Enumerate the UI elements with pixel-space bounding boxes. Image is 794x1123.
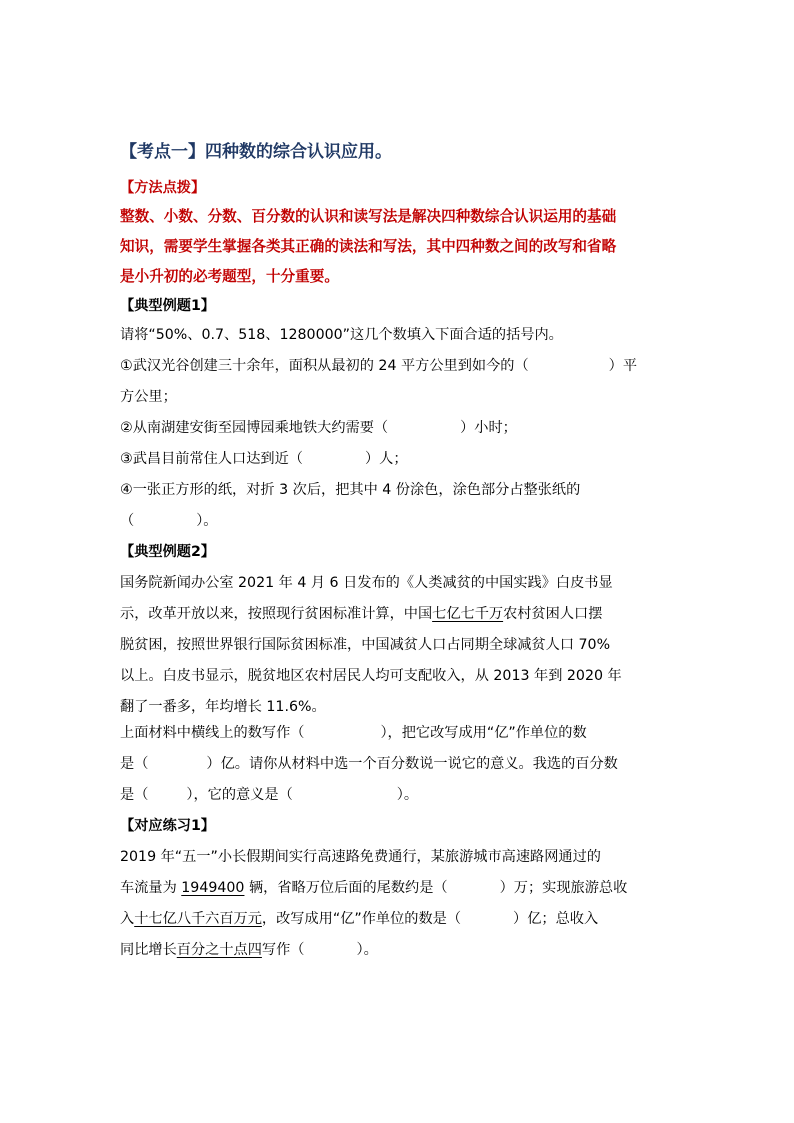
section-heading: 【考点一】四种数的综合认识应用。 bbox=[120, 142, 392, 162]
example-1-tag: 【典型例题1】 bbox=[120, 298, 215, 314]
practice-1-line-3: 入十七亿八千六百万元，改写成用“亿”作单位的数是（ ）亿；总收入 bbox=[120, 911, 599, 927]
example-2-line-5: 翻了一番多，年均增长 11.6%。 bbox=[120, 699, 326, 715]
underlined-number: 1949400 bbox=[181, 880, 245, 896]
method-tag: 【方法点拨】 bbox=[120, 180, 206, 196]
method-line-2: 知识，需要学生掌握各类其正确的读法和写法，其中四种数之间的改写和省略 bbox=[120, 238, 617, 255]
underlined-number: 十七亿八千六百万元 bbox=[134, 911, 262, 927]
practice-1-tag: 【对应练习1】 bbox=[120, 818, 215, 834]
example-1-q4: ④一张正方形的纸，对折 3 次后，把其中 4 份涂色，涂色部分占整张纸的 bbox=[120, 482, 581, 498]
example-2-line-2: 示，改革开放以来，按照现行贫困标准计算，中国七亿七千万农村贫困人口摆 bbox=[120, 606, 603, 622]
practice-1-line-4: 同比增长百分之十点四写作（ ）。 bbox=[120, 942, 378, 958]
practice-1-line-2: 车流量为 1949400 辆，省略万位后面的尾数约是（ ）万；实现旅游总收 bbox=[120, 880, 628, 896]
practice-1-line-1: 2019 年“五一”小长假期间实行高速路免费通行，某旅游城市高速路网通过的 bbox=[120, 849, 601, 865]
example-2-tag: 【典型例题2】 bbox=[120, 544, 215, 560]
example-1-q1: ①武汉光谷创建三十余年，面积从最初的 24 平方公里到如今的（ ）平 bbox=[120, 358, 638, 374]
example-2-line-7: 是（ ）亿。请你从材料中选一个百分数说一说它的意义。我选的百分数 bbox=[120, 756, 618, 772]
method-line-1: 整数、小数、分数、百分数的认识和读写法是解决四种数综合认识运用的基础 bbox=[120, 208, 617, 225]
example-2-line-1: 国务院新闻办公室 2021 年 4 月 6 日发布的《人类减贫的中国实践》白皮书显 bbox=[120, 575, 613, 591]
example-2-line-8: 是（ ），它的意义是（ ）。 bbox=[120, 787, 419, 803]
example-1-intro: 请将“50%、0.7、518、1280000”这几个数填入下面合适的括号内。 bbox=[120, 327, 563, 343]
underlined-number: 百分之十点四 bbox=[176, 942, 262, 958]
example-2-line-3: 脱贫困，按照世界银行国际贫困标准，中国减贫人口占同期全球减贫人口 70% bbox=[120, 637, 611, 653]
example-1-q2: ②从南湖建安街至园博园乘地铁大约需要（ ）小时； bbox=[120, 420, 517, 436]
underlined-number: 七亿七千万 bbox=[432, 606, 504, 622]
document-page bbox=[120, 140, 680, 960]
example-2-line-6: 上面材料中横线上的数写作（ ），把它改写成用“亿”作单位的数 bbox=[120, 725, 587, 741]
example-1-q3: ③武昌目前常住人口达到近（ ）人； bbox=[120, 451, 408, 467]
example-1-q4-cont: （ ）。 bbox=[120, 513, 218, 529]
method-line-3: 是小升初的必考题型，十分重要。 bbox=[120, 268, 339, 285]
example-1-q1-cont: 方公里； bbox=[120, 389, 177, 405]
example-2-line-4: 以上。白皮书显示，脱贫地区农村居民人均可支配收入，从 2013 年到 2020 年 bbox=[120, 668, 622, 684]
